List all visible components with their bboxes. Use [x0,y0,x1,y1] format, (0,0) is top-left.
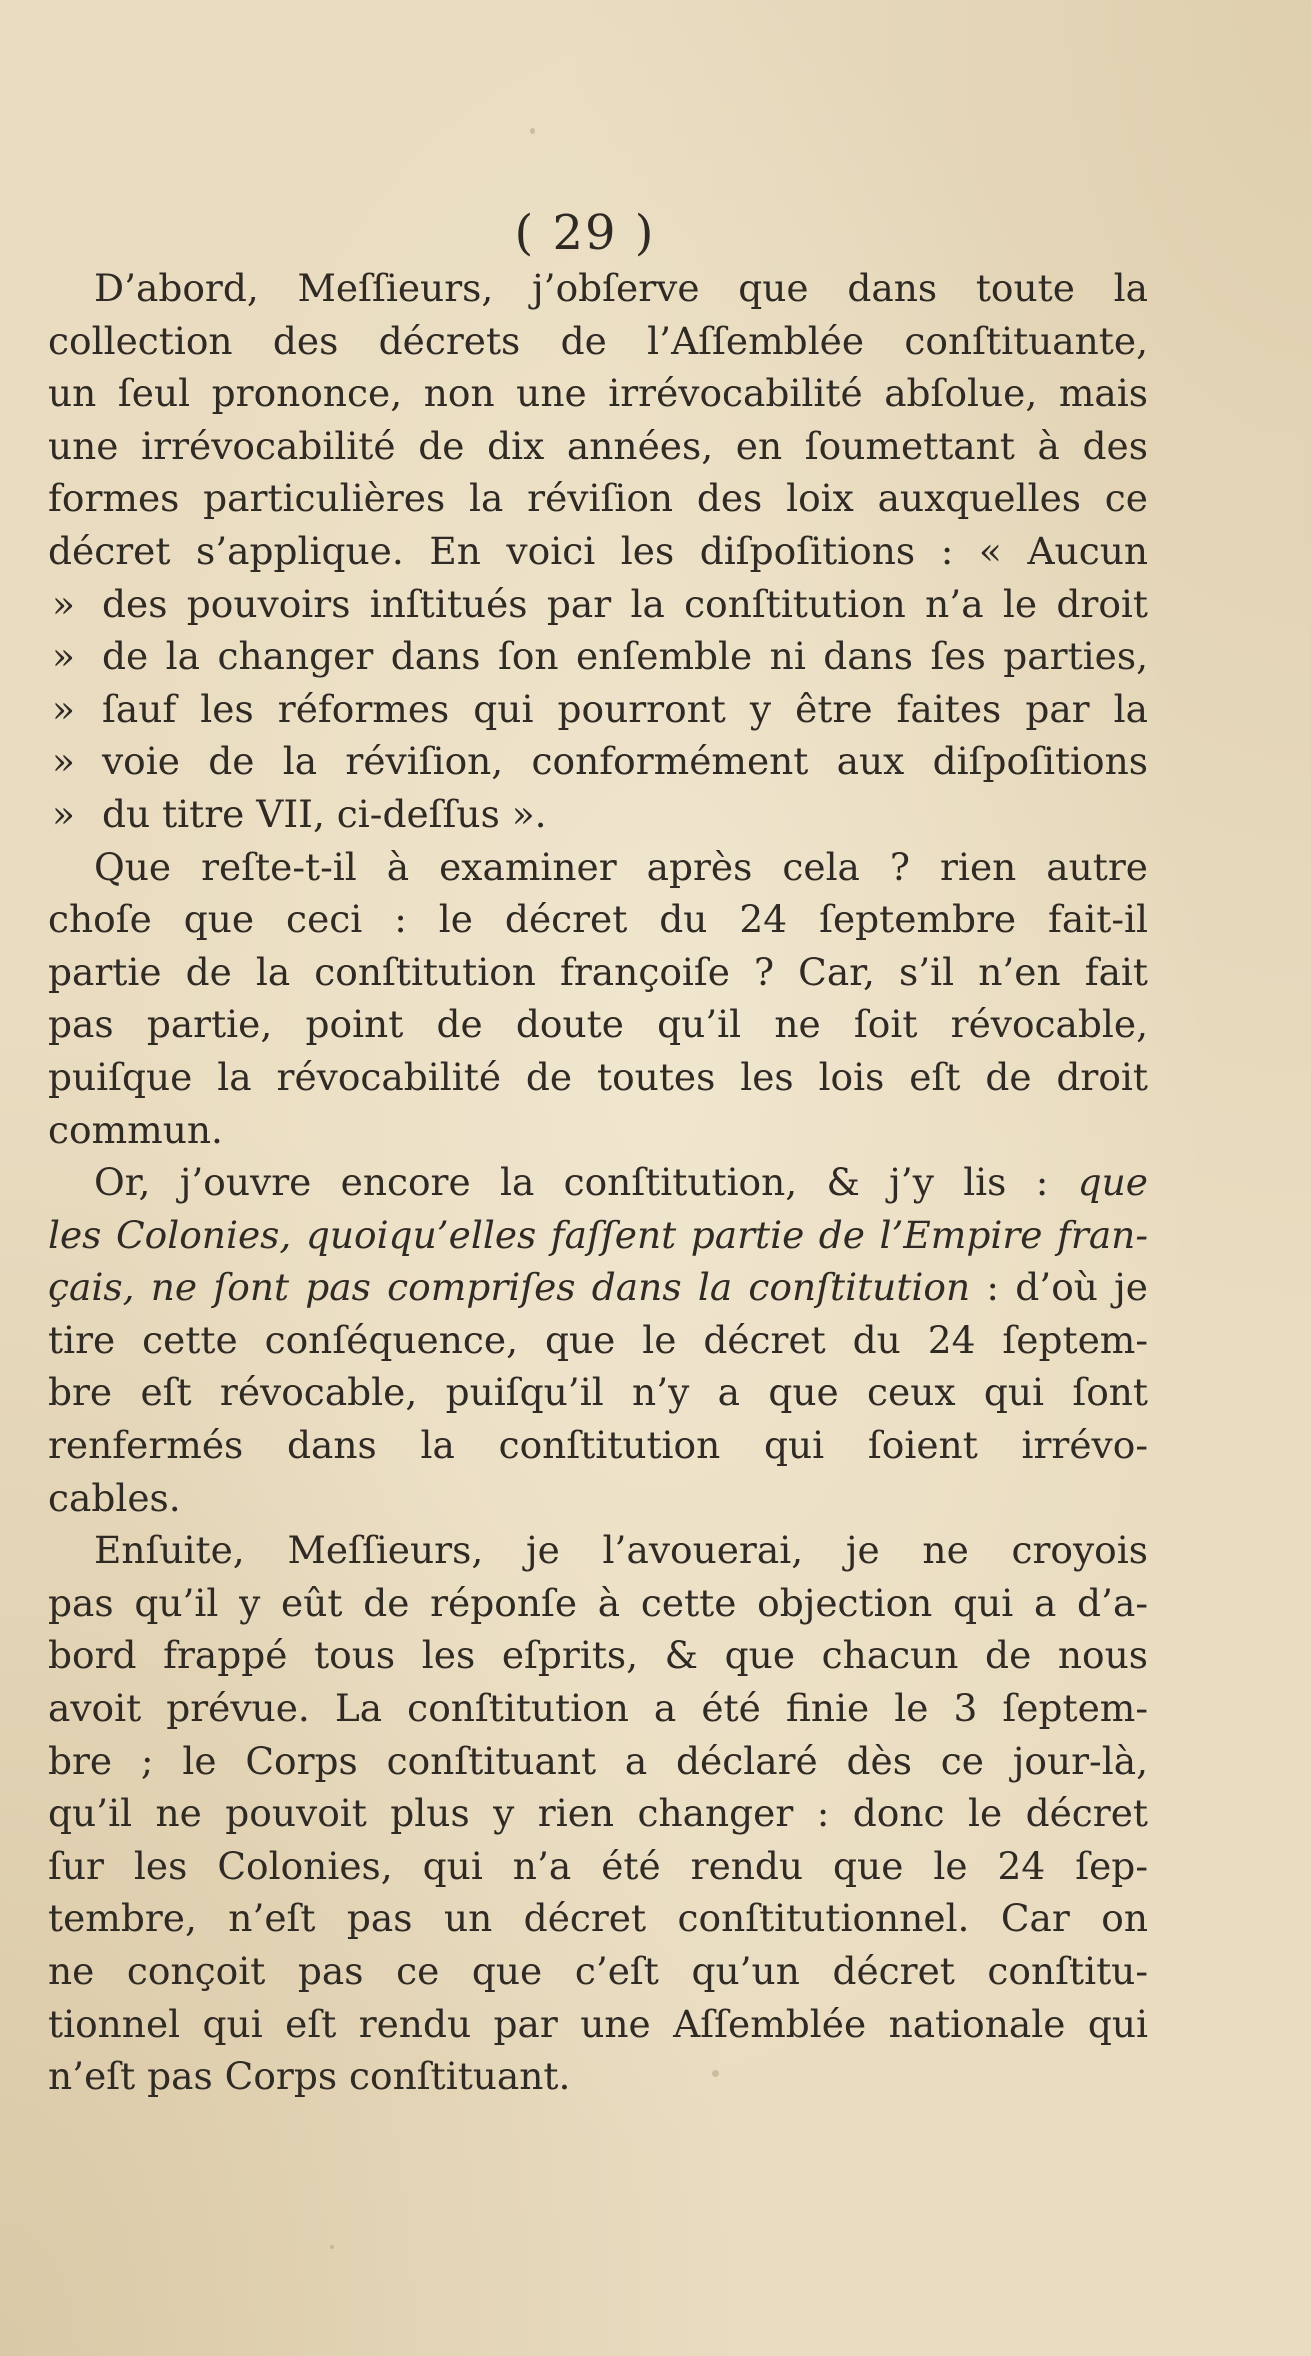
text-line: pas partie, point de doute qu’il ne ſoit révocable, [48,1002,1148,1047]
text-line: commun. [48,1107,223,1152]
quote-line [48,578,1148,631]
foxing-spot [530,128,535,134]
text-line: décret s’applique. En voici les diſpoſitions : « Aucun [48,528,1148,573]
quote-mark: » [52,634,75,679]
text-line: collection des décrets de l’Aſſemblée conſtituante, [48,318,1148,363]
text-line: une irrévocabilité de dix années, en ſoumettant à des [48,423,1148,468]
quotation [48,578,1148,841]
text-line: bre eſt révocable, puiſqu’il n’y a que ceux qui ſont [48,1370,1148,1415]
quote-mark: » [52,739,75,784]
quote-line [48,735,1148,788]
quote-text: ſauf les réformes qui pourront y être faites par la [102,686,1148,731]
text-line: qu’il ne pouvoit plus y rien changer : donc le décret [48,1791,1148,1836]
quote-line [48,683,1148,736]
text-line: n’eſt pas Corps conſtituant. [48,2054,571,2099]
text-line: tire cette conſéquence, que le décret du 24 ſeptem- [48,1317,1148,1362]
text-line [48,1156,1148,1209]
italic-text: çais, ne ſont pas compriſes dans la conſtitution [48,1265,971,1310]
paragraph [48,1524,1148,2103]
quote-text: de la changer dans ſon enſemble ni dans ſes parties, [102,634,1148,679]
text-line: tembre, n’eſt pas un décret conſtitutionnel. Car on [48,1896,1148,1941]
text-line: D’abord, Meſſieurs, j’obſerve que dans toute la [94,266,1148,310]
quote-mark: » [52,686,75,731]
text-line: renfermés dans la conſtitution qui ſoient irrévo- [48,1423,1148,1468]
italic-text-line: les Colonies, quoiqu’elles faſſent partie de l’Empire fran- [48,1212,1148,1257]
quote-line [48,630,1148,683]
quote-line [48,788,1148,841]
text-line [48,1261,1148,1314]
paragraph [48,1156,1148,1524]
text-run: Or, j’ouvre encore la conſtitution, & j’y lis : [94,1160,1078,1205]
paragraph [48,841,1148,1157]
paragraph [48,262,1148,578]
text-line: ſur les Colonies, qui n’a été rendu que le 24 ſep- [48,1843,1148,1888]
quote-text: du titre VII, ci-deſſus ». [102,791,547,836]
quote-text: des pouvoirs inſtitués par la conſtitution n’a le droit [102,581,1148,626]
text-line: cables. [48,1475,181,1520]
text-line: formes particulières la réviſion des loix auxquelles ce [48,476,1148,521]
quote-mark: » [52,581,75,626]
text-line: choſe que ceci : le décret du 24 ſeptembre fait-il [48,897,1148,942]
text-line: bord frappé tous les eſprits, & que chacun de nous [48,1633,1148,1678]
text-line: avoit prévue. La conſtitution a été finie le 3 ſeptem- [48,1686,1148,1731]
page-number: ( 29 ) [514,205,656,261]
text-run: : d’où je [970,1265,1149,1310]
quote-text: voie de la réviſion, conformément aux diſpoſitions [102,739,1148,784]
italic-text: que [1077,1160,1148,1205]
text-line: partie de la conſtitution françoiſe ? Car, s’il n’en fait [48,949,1148,994]
text-line: Enſuite, Meſſieurs, je l’avouerai, je ne croyois [94,1528,1148,1573]
text-line: Que reſte-t-il à examiner après cela ? rien autre [94,844,1148,889]
body-text [48,262,1148,2103]
quote-mark: » [52,791,75,836]
foxing-spot [330,2245,334,2249]
text-line: ne conçoit pas ce que c’eſt qu’un décret conſtitu- [48,1949,1148,1993]
text-line: puiſque la révocabilité de toutes les lois eſt de droit [48,1054,1148,1099]
text-line: bre ; le Corps conſtituant a déclaré dès ce jour-là, [48,1738,1148,1783]
text-line: un ſeul prononce, non une irrévocabilité abſolue, mais [48,371,1148,416]
text-line: pas qu’il y eût de réponſe à cette objection qui a d’a- [48,1580,1148,1625]
text-line: tionnel qui eſt rendu par une Aſſemblée nationale qui [48,2001,1148,2046]
